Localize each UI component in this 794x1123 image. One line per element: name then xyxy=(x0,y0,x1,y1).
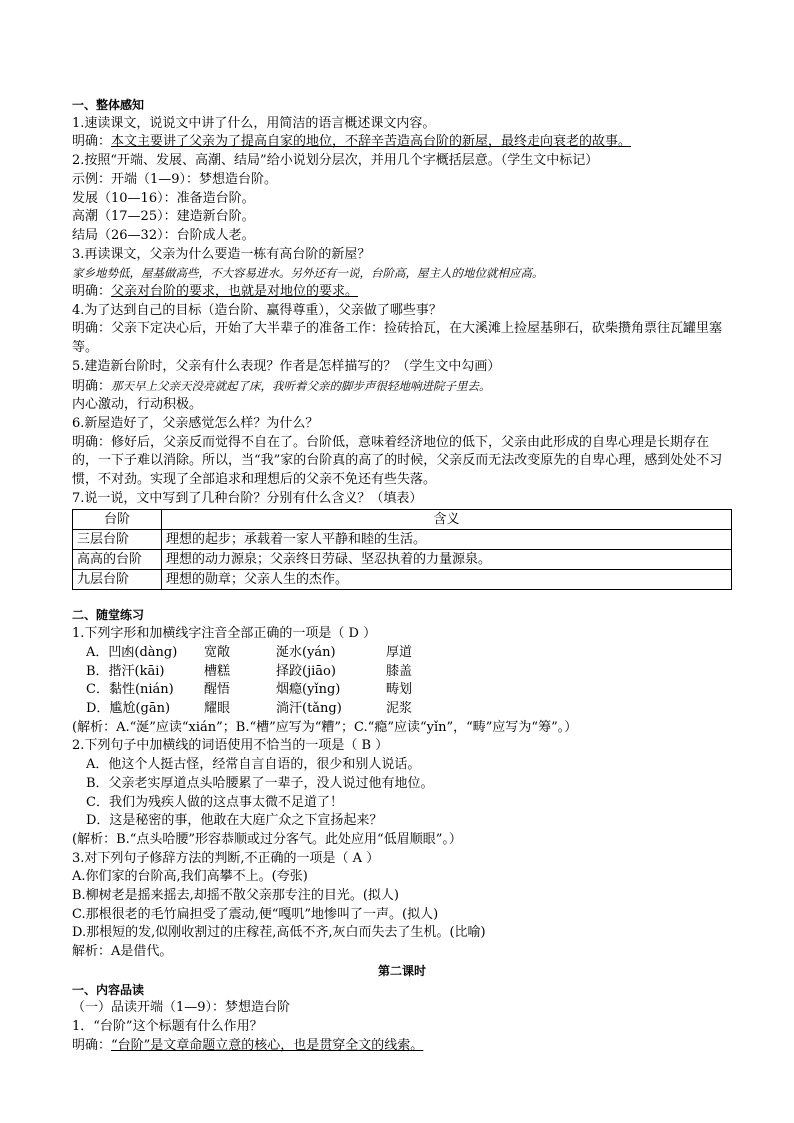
question-6: 6.新屋造好了，父亲感觉怎么样？为什么？ xyxy=(72,415,319,431)
table-row xyxy=(73,570,732,590)
lesson-title: 第二课时 xyxy=(377,963,426,978)
option-line: C．我们为残疾人做的这点事太微不足道了！ xyxy=(86,794,343,810)
analysis-3: 解析：A是借代。 xyxy=(72,944,173,960)
quote-line: 家乡地势低，屋基做高些，不大容易进水。另外还有一说，台阶高，屋主人的地位就相应高。 xyxy=(72,266,544,281)
section-heading-2: 二、随堂练习 xyxy=(72,608,145,623)
section-heading-3: 一、内容品读 xyxy=(72,982,145,997)
option-line: D.那根短的发,似刚收割过的庄稼茬,高低不齐,灰白而失去了生机。(比喻) xyxy=(72,925,486,941)
table-row xyxy=(73,530,732,550)
steps-table xyxy=(72,509,732,590)
analysis-1: (解析：A.“涎”应读“xián”；B.“槽”应写为“糟”；C.“瘾”应读“yǐn”，“畴”应写为“筹”。） xyxy=(72,719,578,735)
question-3: 3.再读课文，父亲为什么要造一栋有高台阶的新屋？ xyxy=(72,246,371,262)
question-7: 7.说一说，文中写到了几种台阶？分别有什么含义？（填表） xyxy=(72,490,423,506)
table-cell: 九层台阶 xyxy=(73,570,162,590)
table-cell: 理想的起步；承载着一家人平静和睦的生活。 xyxy=(162,530,732,550)
question-2: 2.按照“开端、发展、高潮、结局”给小说划分层次，并用几个字概括层意。（学生文中标记） xyxy=(72,153,599,169)
exercise-question-1: 1.下列字形和加横线字注音全部正确的一项是（ D ） xyxy=(72,626,377,642)
answer-5-note: 内心激动，行动积极。 xyxy=(72,397,203,413)
question-1: 1.速读课文，说说文中讲了什么，用简洁的语言概述课文内容。 xyxy=(72,115,436,131)
table-row xyxy=(73,550,732,570)
table-cell: 高高的台阶 xyxy=(73,550,162,570)
answer-6: 明确：修好后，父亲反而觉得不自在了。台阶低，意味着经济地位的低下，父亲由此形成的自卑心理是长期存在的，一下子难以消除。所以，当“我”家的台阶真的高了的时候，父亲反而无法改变原先的自卑心理，感到处处不习惯，不对劲。实现了全部追求和理想后的父亲不免还有些失落。 xyxy=(72,434,723,488)
exercise-question-2: 2.下列句子中加横线的词语使用不恰当的一项是（ B ） xyxy=(72,738,389,754)
table-cell: 三层台阶 xyxy=(73,530,162,550)
lesson-question-1: 1．“台阶”这个标题有什么作用？ xyxy=(72,1018,263,1034)
answer-3: 明确：父亲对台阶的要求，也就是对地位的要求。 xyxy=(72,284,359,300)
option-line: A.你们家的台阶高,我们高攀不上。(夸张) xyxy=(72,869,308,885)
option-row: A．凹凼(dàng) 宽敞 涎水(yán) 厚道 xyxy=(86,644,413,660)
table-cell: 理想的动力源泉；父亲终日劳碌、坚忍执着的力量源泉。 xyxy=(162,550,732,570)
question-4: 4.为了达到自己的目标（造台阶、赢得尊重），父亲做了哪些事？ xyxy=(72,302,442,318)
example-line: 高潮（17—25）：建造新台阶。 xyxy=(72,209,255,225)
section-heading-1: 一、整体感知 xyxy=(72,98,145,112)
table-cell: 理想的勋章；父亲人生的杰作。 xyxy=(162,570,732,590)
table-header: 含义 xyxy=(162,510,732,530)
answer-5: 明确：那天早上父亲天没亮就起了床，我听着父亲的脚步声很轻地响进院子里去。 xyxy=(72,378,491,394)
lesson-answer-1: 明确：“台阶”是文章命题立意的核心，也是贯穿全文的线索。 xyxy=(72,1037,424,1053)
analysis-2: (解析：B.“点头哈腰”形容恭顺或过分客气。此处应用“低眉顺眼”。） xyxy=(72,831,462,847)
option-line: D．这是秘密的事，他敢在大庭广众之下宣扬起来？ xyxy=(86,813,383,829)
table-header-row xyxy=(73,510,732,530)
answer-1: 明确：本文主要讲了父亲为了提高自家的地位，不辞辛苦造高台阶的新屋，最终走向衰老的故事。 xyxy=(72,134,632,150)
option-line: B.柳树老是摇来摇去,却摇不散父亲那专注的目光。(拟人) xyxy=(72,888,399,904)
table-header: 台阶 xyxy=(73,510,162,530)
document-page xyxy=(72,96,732,1055)
question-5: 5.建造新台阶时，父亲有什么表现？作者是怎样描写的？（学生文中勾画） xyxy=(72,358,501,374)
option-line: C.那根很老的毛竹扁担受了震动,便“嘎叽”地惨叫了一声。(拟人) xyxy=(72,906,439,922)
option-line: A．他这个人挺古怪，经常自言自语的，很少和别人说话。 xyxy=(86,757,421,773)
example-line: 结局（26—32）：台阶成人老。 xyxy=(72,227,255,243)
option-row: C．黏性(nián) 醒悟 烟瘾(yǐng) 畴划 xyxy=(86,682,413,698)
option-line: B．父亲老实厚道点头哈腰累了一辈子，没人说过他有地位。 xyxy=(86,775,434,791)
subsection-heading: （一）品读开端（1—9）：梦想造台阶 xyxy=(72,1000,291,1016)
example-line: 示例：开端（1—9）：梦想造台阶。 xyxy=(72,171,278,187)
option-row: B．揩汗(kāi) 槽糕 择跤(jiāo) 膝盖 xyxy=(86,663,413,679)
exercise-question-3: 3.对下列句子修辞方法的判断,不正确的一项是（ A ） xyxy=(72,850,380,866)
answer-4: 明确：父亲下定决心后，开始了大半辈子的准备工作：捡砖拾瓦，在大溪滩上捡屋基卵石，砍柴攒角票往瓦罐里塞等。 xyxy=(72,321,723,356)
example-line: 发展（10—16）：准备造台阶。 xyxy=(72,190,255,206)
option-row: D．尴尬(gān) 耀眼 淌汗(tǎng) 泥浆 xyxy=(86,700,413,716)
